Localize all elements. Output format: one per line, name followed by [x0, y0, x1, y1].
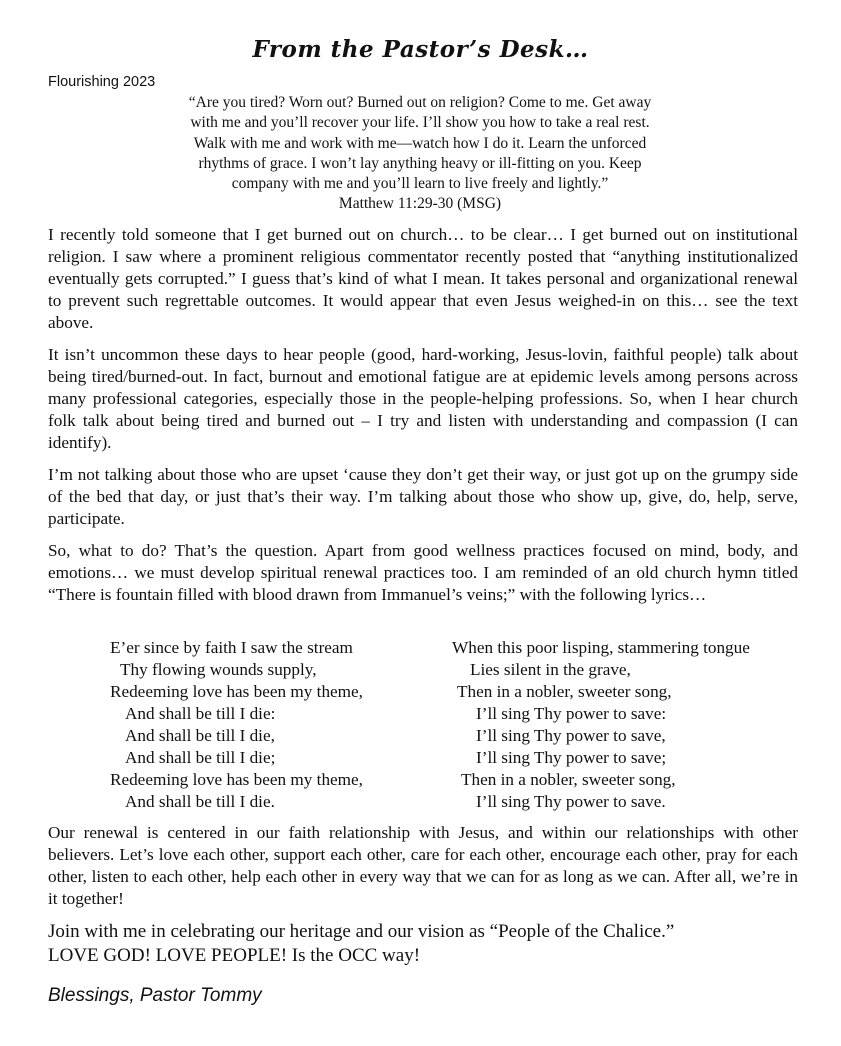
hymn-line: Thy flowing wounds supply, [120, 660, 317, 679]
hymn-line: I’ll sing Thy power to save; [476, 748, 667, 767]
scripture-quote [120, 93, 720, 215]
page-title: From the Pastor’s Desk… [252, 36, 589, 63]
signature: Blessings, Pastor Tommy [48, 985, 262, 1006]
hymn-line: When this poor lisping, stammering tongue [452, 638, 750, 657]
hymn-line: And shall be till I die. [125, 792, 275, 811]
hymn-line: Redeeming love has been my theme, [110, 770, 363, 789]
hymn-line: Then in a nobler, sweeter song, [457, 682, 672, 701]
section-label: Flourishing 2023 [48, 74, 156, 90]
hymn-line: And shall be till I die; [125, 748, 276, 767]
paragraph: It isn’t uncommon these days to hear people (good, hard-working, Jesus-lovin, faithful people) talk about being tired/burned-out. In fact, burnout and emotional fatigue are at epidemic levels among persons across many professional categories, especially those in the people-helping professions. So, when I hear church folk talk about being tired and burned out – I try and listen with understanding and compassion (I can identify). [48, 345, 798, 452]
paragraph: I recently told someone that I get burned out on church… to be clear… I get burned out on institutional religion. I saw where a prominent religious commentator recently posted that “anything institutionalized eventually gets corrupted.” I guess that’s kind of what I mean. It takes personal and organizational renewal to prevent such regrettable outcomes. It would appear that even Jesus weighed-in on this… see the text above. [48, 225, 798, 332]
hymn-line: Redeeming love has been my theme, [110, 682, 363, 701]
hymn-line: And shall be till I die: [125, 704, 276, 723]
hymn-line: Then in a nobler, sweeter song, [461, 770, 676, 789]
hymn-line: I’ll sing Thy power to save. [476, 792, 666, 811]
scripture-line: “Are you tired? Worn out? Burned out on religion? Come to me. Get away [188, 94, 652, 111]
hymn-line: I’ll sing Thy power to save, [476, 726, 666, 745]
hymn-line: Lies silent in the grave, [470, 660, 631, 679]
scripture-line: Walk with me and work with me—watch how I do it. Learn the unforced [193, 134, 647, 152]
paragraph: So, what to do? That’s the question. Apart from good wellness practices focused on mind, body, and emotions… we must develop spiritual renewal practices too. I am reminded of an old church hymn titled “There is fountain filled with blood drawn from Immanuel’s veins;” with the following lyrics… [48, 541, 798, 604]
scripture-line: company with me and you’ll learn to live freely and lightly.” [231, 175, 609, 193]
closing-statement [48, 920, 808, 967]
hymn-verse-right [452, 637, 750, 813]
scripture-line: rhythms of grace. I won’t lay anything heavy or ill-fitting on you. Keep [198, 154, 642, 172]
hymn-line: And shall be till I die, [125, 726, 275, 745]
scripture-reference: Matthew 11:29-30 (MSG) [338, 195, 502, 213]
closing-line: Join with me in celebrating our heritage and our vision as “People of the Chalice.” [48, 921, 675, 942]
scripture-line: with me and you’ll recover your life. I’ll show you how to take a real rest. [190, 114, 650, 132]
paragraph: I’m not talking about those who are upset ‘cause they don’t get their way, or just got up on the grumpy side of the bed that day, or just that’s their way. I’m talking about those who show up, give, do, help, serve, participate. [48, 465, 798, 528]
hymn-line: E’er since by faith I saw the stream [110, 638, 353, 657]
hymn-verse-left [110, 637, 363, 813]
paragraph: Our renewal is centered in our faith relationship with Jesus, and within our relationships with other believers. Let’s love each other, support each other, care for each other, encourage each other, pray for each other, listen to each other, help each other in every way that we can for as long as we can. After all, we’re in it together! [48, 823, 798, 908]
hymn-line: I’ll sing Thy power to save: [476, 704, 667, 723]
closing-line: LOVE GOD! LOVE PEOPLE! Is the OCC way! [48, 944, 421, 966]
